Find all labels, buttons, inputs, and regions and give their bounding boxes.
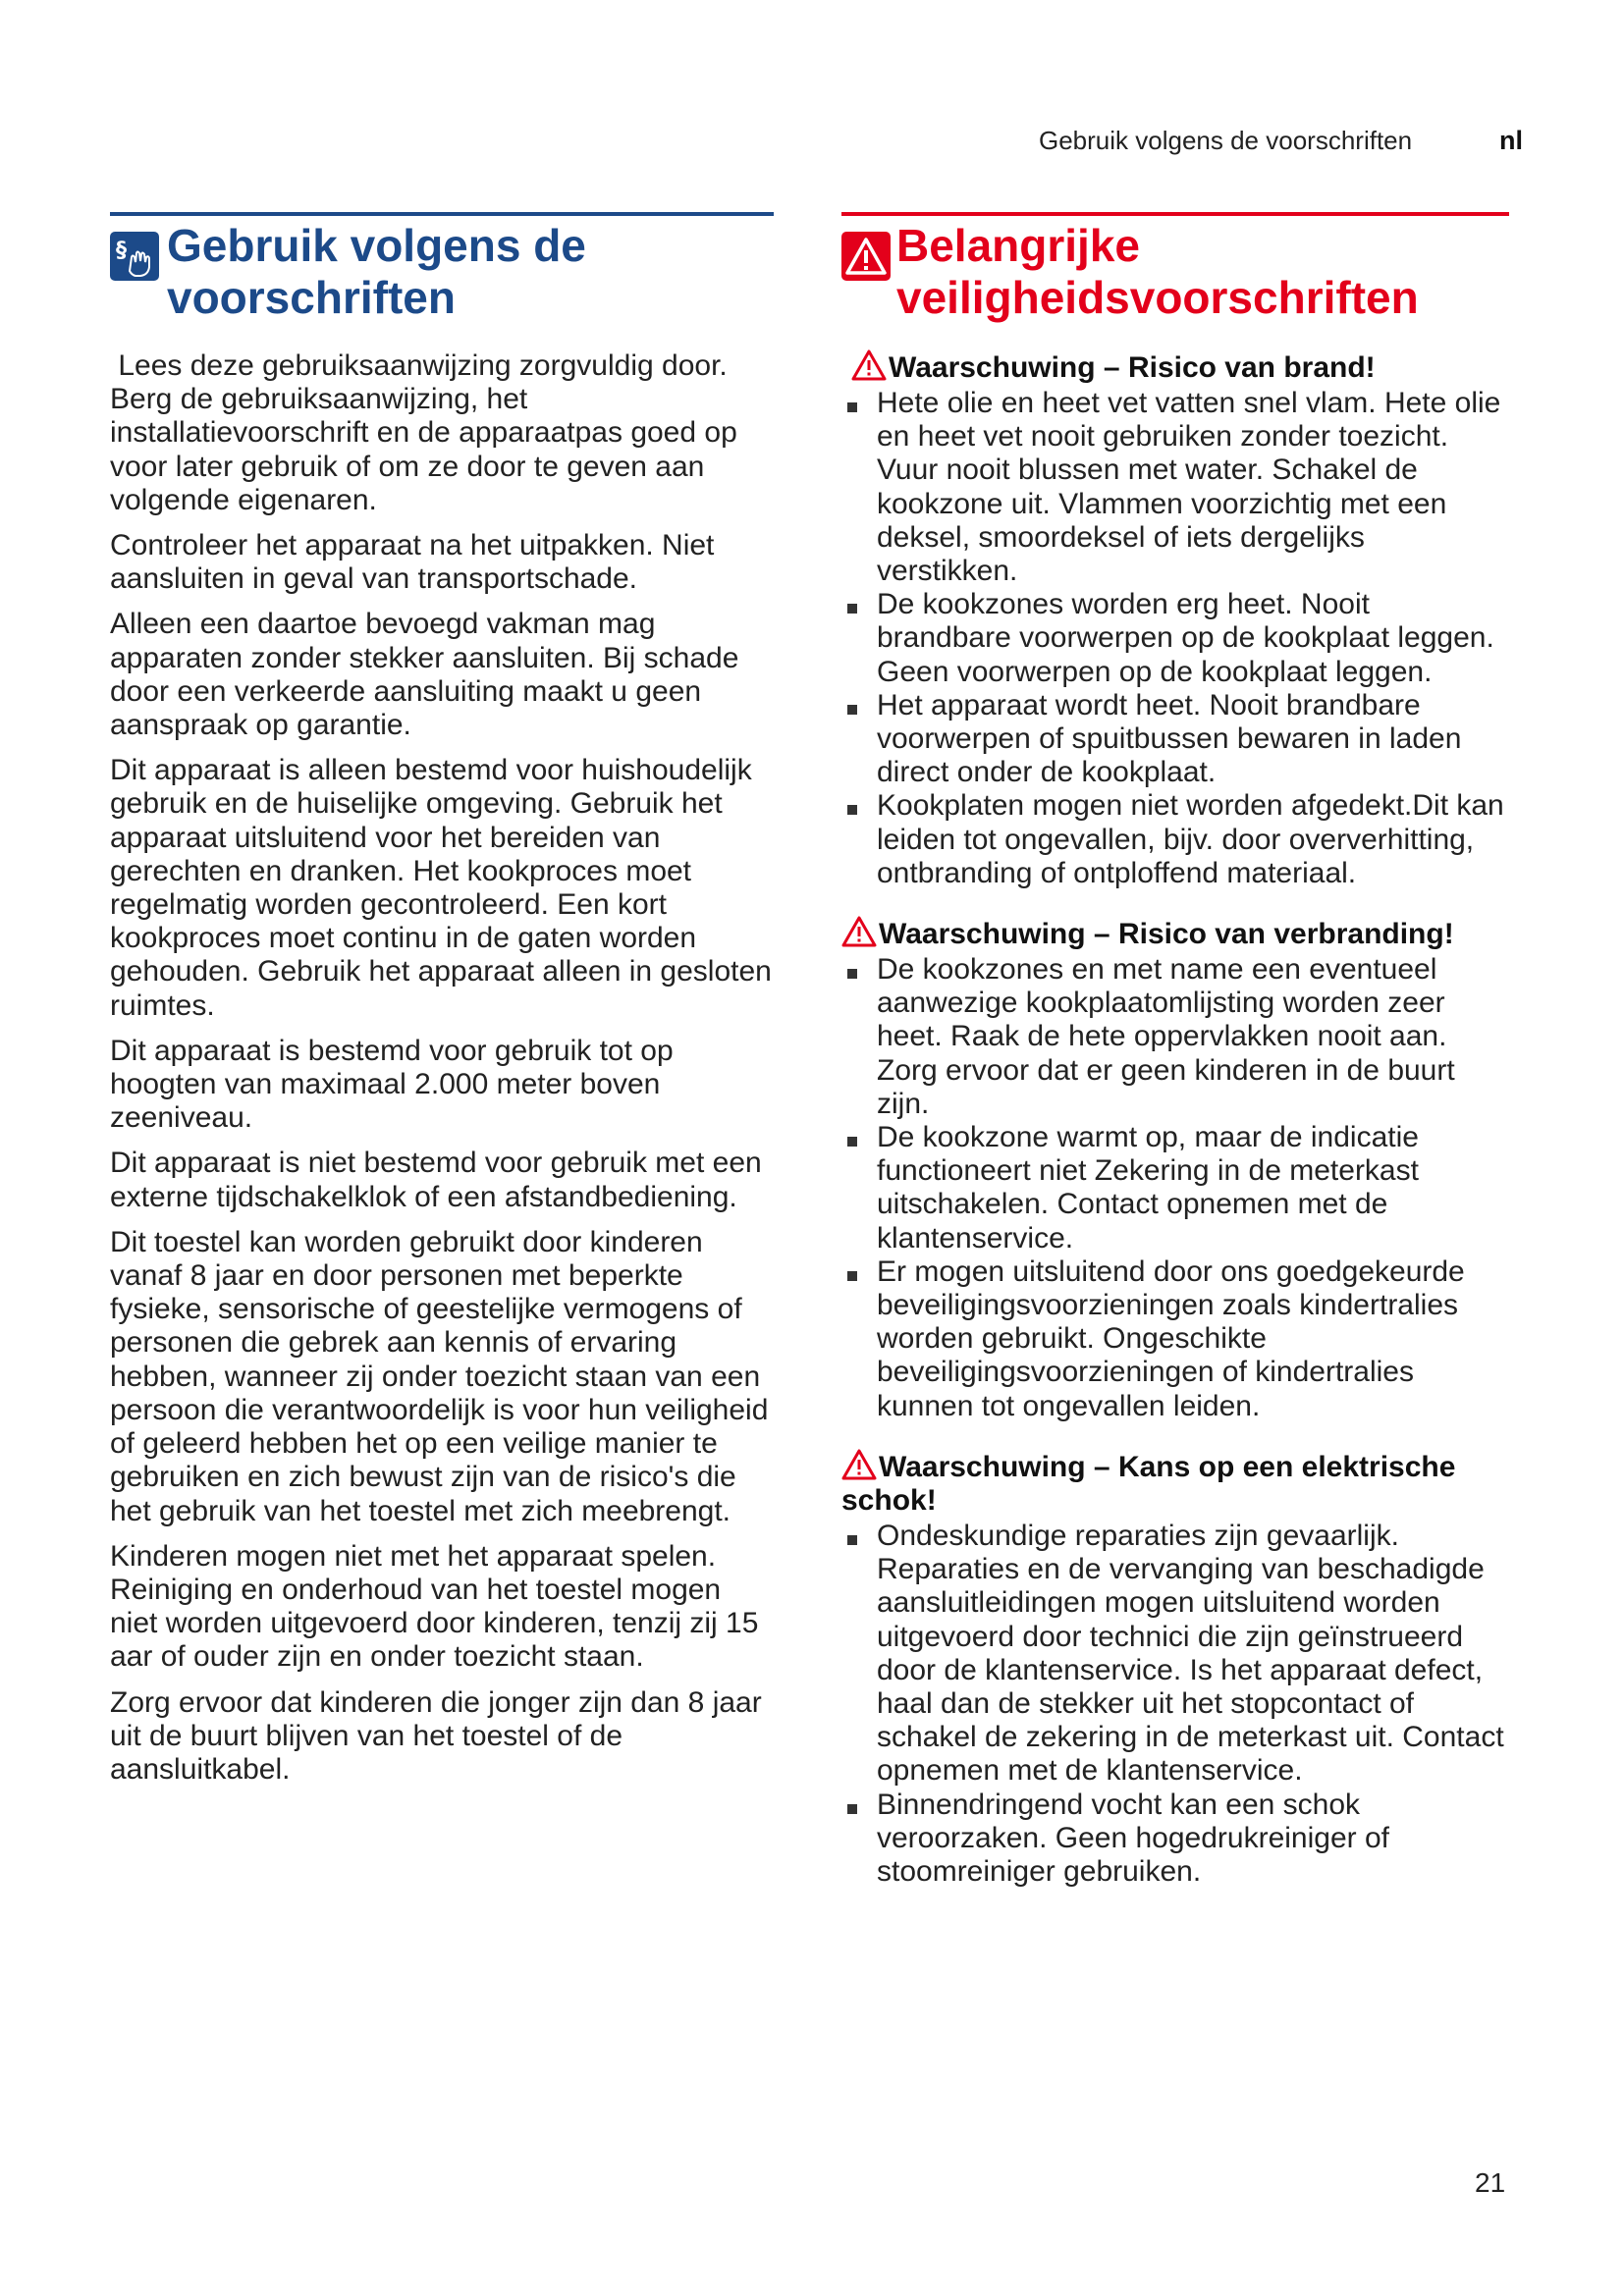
warning-heading-text: Waarschuwing – Risico van brand!	[889, 351, 1376, 384]
warning-electric	[841, 1449, 1509, 1889]
paragraph: Controleer het apparaat na het uitpakken. Niet aansluiten in geval van transportschade.	[110, 529, 715, 596]
language-code: nl	[1499, 126, 1523, 155]
safety-section	[841, 212, 1509, 1889]
paragraph: Dit apparaat is alleen bestemd voor huishoudelijk gebruik en de huiselijke omgeving. Gebruik het apparaat uitsluitend voor het bereiden van gerechten en dranken. Het kookproces moet regelmatig worden gecontroleerd. Een kort kookproces moet continu in de gaten worden gehouden. Gebruik het apparaat alleen in gesloten ruimtes.	[110, 754, 772, 1022]
warning-triangle-icon	[841, 232, 891, 281]
warning-heading-text: Waarschuwing – Kans op een elektrische schok!	[841, 1450, 1456, 1517]
section-title-line2: voorschriften	[167, 272, 456, 323]
warning-list	[841, 953, 1509, 1423]
list-item	[841, 387, 1509, 588]
section-title-line2: veiligheidsvoorschriften	[896, 272, 1419, 323]
warning-heading-text: Waarschuwing – Risico van verbranding!	[879, 918, 1454, 951]
warning-list	[841, 387, 1509, 890]
paragraph: Dit apparaat is bestemd voor gebruik tot op hoogten van maximaal 2.000 meter boven zeeniveau.	[110, 1034, 674, 1135]
warning-list	[841, 1520, 1509, 1889]
list-item-text: Kookplaten mogen niet worden afgedekt.Dit kan leiden tot ongevallen, bijv. door oververhitting, ontbranding of ontploffend materiaal.	[877, 789, 1504, 889]
list-item-text: Binnendringend vocht kan een schok veroorzaken. Geen hogedrukreiniger of stoomreiniger gebruiken.	[877, 1788, 1389, 1888]
warning-burn	[841, 916, 1509, 1423]
section-title	[841, 220, 1509, 324]
svg-text:§: §	[116, 239, 127, 263]
paragraph: Kinderen mogen niet met het apparaat spelen. Reiniging en onderhoud van het toestel mogen niet worden uitgevoerd door kinderen, tenzij zij 15 aar of ouder zijn en onder toezicht staan.	[110, 1539, 759, 1674]
warning-heading	[841, 349, 1509, 385]
list-item-text: Het apparaat wordt heet. Nooit brandbare voorwerpen of spuitbussen bewaren in laden direct onder de kookplaat.	[877, 688, 1462, 789]
list-item-text: Er mogen uitsluitend door ons goedgekeurde beveiligingsvoorzieningen zoals kindertralies worden gebruikt. Ongeschikte beveiligingsvoorzieningen of kindertralies kunnen tot ongevallen leiden.	[877, 1255, 1465, 1422]
list-item	[841, 588, 1509, 689]
paragraph: Dit apparaat is niet bestemd voor gebruik met een externe tijdschakelklok of een afstandbediening.	[110, 1147, 762, 1213]
list-item	[841, 1789, 1509, 1890]
intended-use-body	[110, 349, 774, 1787]
hand-instruction-icon	[110, 232, 159, 281]
warning-heading	[841, 916, 1509, 951]
list-item-text: De kookzone warmt op, maar de indicatie functioneert niet Zekering in de meterkast uitschakelen. Contact opnemen met de klantenservice.	[877, 1121, 1419, 1255]
running-header-title: Gebruik volgens de voorschriften	[1039, 126, 1413, 155]
list-item-text: De kookzones en met name een eventueel aanwezige kookplaatomlijsting worden zeer heet. Raak de hete oppervlakken nooit aan. Zorg ervoor dat er geen kinderen in de buurt zijn.	[877, 953, 1455, 1120]
section-title	[110, 220, 774, 324]
section-rule	[841, 212, 1509, 216]
list-item-text: De kookzones worden erg heet. Nooit brandbare voorwerpen op de kookplaat leggen. Geen voorwerpen op de kookplaat leggen.	[877, 588, 1494, 688]
section-title-line1: Belangrijke	[896, 220, 1140, 271]
list-item	[841, 789, 1509, 890]
list-item	[841, 1121, 1509, 1255]
list-item-text: Hete olie en heet vet vatten snel vlam. Hete olie en heet vet nooit gebruiken zonder toezicht. Vuur nooit blussen met water. Schakel de kookzone uit. Vlammen voorzichtig met een deksel, smoordeksel of iets dergelijks verstikken.	[877, 387, 1501, 588]
warning-heading	[841, 1449, 1509, 1518]
list-item	[841, 1520, 1509, 1789]
paragraph: Alleen een daartoe bevoegd vakman mag apparaten zonder stekker aansluiten. Bij schade door een verkeerde aansluiting maakt u geen aanspraak op garantie.	[110, 608, 739, 742]
warning-fire	[841, 349, 1509, 890]
list-item-text: Ondeskundige reparaties zijn gevaarlijk. Reparaties en de vervanging van beschadigde aansluitleidingen mogen uitsluitend worden uitgevoerd door technici die zijn geïnstrueerd door de klantenservice. Is het apparaat defect, haal dan de stekker uit het stopcontact of schakel de zekering in de meterkast uit. Contact opnemen met de klantenservice.	[877, 1519, 1504, 1788]
paragraph: Zorg ervoor dat kinderen die jonger zijn dan 8 jaar uit de buurt blijven van het toestel of de aansluitkabel.	[110, 1685, 762, 1786]
paragraph: Lees deze gebruiksaanwijzing zorgvuldig door. Berg de gebruiksaanwijzing, het installatievoorschrift en de apparaatpas goed op voor later gebruik of om ze door te geven aan volgende eigenaren.	[110, 349, 746, 516]
list-item	[841, 689, 1509, 790]
warning-triangle-icon	[851, 349, 887, 381]
intended-use-section	[110, 212, 774, 1798]
list-item	[841, 1255, 1509, 1423]
warning-triangle-icon	[841, 1449, 877, 1480]
section-rule	[110, 212, 774, 216]
list-item	[841, 953, 1509, 1121]
paragraph: Dit toestel kan worden gebruikt door kinderen vanaf 8 jaar en door personen met beperkte fysieke, sensorische of geestelijke vermogens of personen die gebrek aan kennis of ervaring hebben, wanneer zij onder toezicht staan van een persoon die verantwoordelijk is voor hun veiligheid of geleerd hebben het op een veilige manier te gebruiken en zich bewust zijn van de risico's die het gebruik van het toestel met zich meebrengt.	[110, 1225, 769, 1527]
page-number: 21	[1475, 2167, 1506, 2198]
warning-triangle-icon	[841, 916, 877, 947]
section-title-line1: Gebruik volgens de	[167, 220, 586, 271]
